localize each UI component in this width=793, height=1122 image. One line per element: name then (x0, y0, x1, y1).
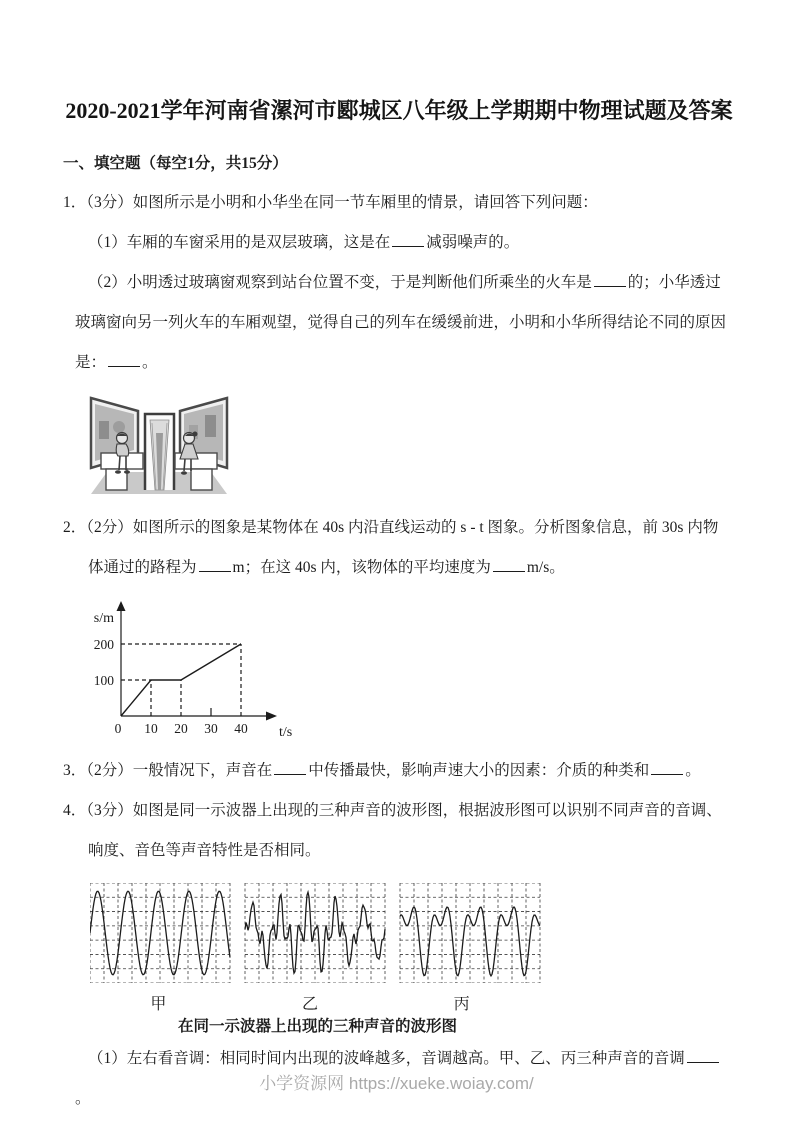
st-graph-figure (73, 594, 733, 749)
q1-sub2-text-after: 。 (142, 354, 158, 371)
page-title: 2020-2021学年河南省漯河市郾城区八年级上学期期中物理试题及答案 (65, 98, 733, 123)
q2-text-before: 2．（2分）如图所示的图象是某物体在 40s 内沿直线运动的 s - t 图象。分析图象信息，前 30s 内物体通过的路程为 (63, 519, 719, 576)
question-2 (63, 508, 733, 749)
svg-text:200: 200 (93, 637, 114, 652)
answer-blank (651, 761, 683, 775)
answer-blank (199, 558, 231, 572)
q2-text-after: m/s。 (526, 559, 565, 576)
question-1-stem: 1．（3分）如图所示是小明和小华坐在同一节车厢里的情景，请回答下列问题： (63, 194, 598, 211)
q1-sub2-text-mid: 的；小华透过玻璃窗向另一列火车的车厢观望，觉得自己的列车在缓缓前进，小明和小华所得结论不同的原因是： (75, 274, 727, 371)
question-4-stem: 4．（3分）如图是同一示波器上出现的三种声音的波形图，根据波形图可以识别不同声音的音调、响度、音色等声音特性是否相同。 (63, 802, 722, 859)
q3-text-mid: 中传播最快，影响声速大小的因素：介质的种类和 (308, 762, 650, 779)
svg-text:30: 30 (204, 721, 218, 736)
svg-text:s/m: s/m (93, 611, 114, 626)
q3-text-before: 3．（2分）一般情况下，声音在 (63, 762, 273, 779)
svg-text:10: 10 (144, 721, 158, 736)
waveform-label-yi: 乙 (302, 996, 319, 1013)
answer-blank (687, 1049, 719, 1063)
question-3 (63, 751, 733, 791)
waveform-label-bing: 丙 (453, 996, 470, 1013)
waveform-label-jia: 甲 (150, 996, 167, 1013)
q1-sub1-text-before: （1）车厢的车窗采用的是双层玻璃，这是在 (88, 234, 391, 251)
q4-sub1-text-before: （1）左右看音调：相同时间内出现的波峰越多，音调越高。甲、乙、丙三种声音的音调 (88, 1050, 685, 1067)
answer-blank (108, 353, 140, 367)
waveform-labels (90, 991, 545, 1014)
answer-blank (493, 558, 525, 572)
q2-text-mid: m；在这 40s 内，该物体的平均速度为 (232, 559, 491, 576)
answer-blank (392, 233, 424, 247)
svg-text:t/s: t/s (279, 725, 293, 740)
question-2-stem (63, 508, 733, 588)
svg-text:40: 40 (234, 721, 248, 736)
q1-sub1-text-after: 减弱噪声的。 (426, 234, 520, 251)
answer-blank (594, 273, 626, 287)
train-cabin-figure (85, 393, 733, 504)
question-1-sub-2 (75, 263, 733, 383)
answer-blank (274, 761, 306, 775)
cabin-doorway (145, 414, 174, 490)
st-graph (73, 594, 308, 744)
question-1-sub-1 (75, 223, 733, 263)
question-3-stem (63, 751, 733, 791)
question-1 (63, 183, 733, 504)
q1-sub2-text-before: （2）小明透过玻璃窗观察到站台位置不变，于是判断他们所乘坐的火车是 (88, 274, 592, 291)
q4-sub1-text-after: 。 (75, 1090, 91, 1107)
footer-watermark: 小学资源网 https://xueke.woiay.com/ (259, 1074, 534, 1093)
svg-text:0: 0 (114, 721, 122, 736)
section-heading: 一、填空题（每空1分，共15分） (63, 155, 288, 172)
svg-text:100: 100 (93, 673, 114, 688)
waveform-caption: 在同一示波器上出现的三种声音的波形图 (177, 1018, 457, 1035)
train-cabin-illustration (85, 393, 233, 499)
waveform-figure (90, 883, 545, 1039)
waveform-diagrams (90, 883, 545, 983)
q3-text-after: 。 (685, 762, 701, 779)
svg-text:20: 20 (174, 721, 188, 736)
